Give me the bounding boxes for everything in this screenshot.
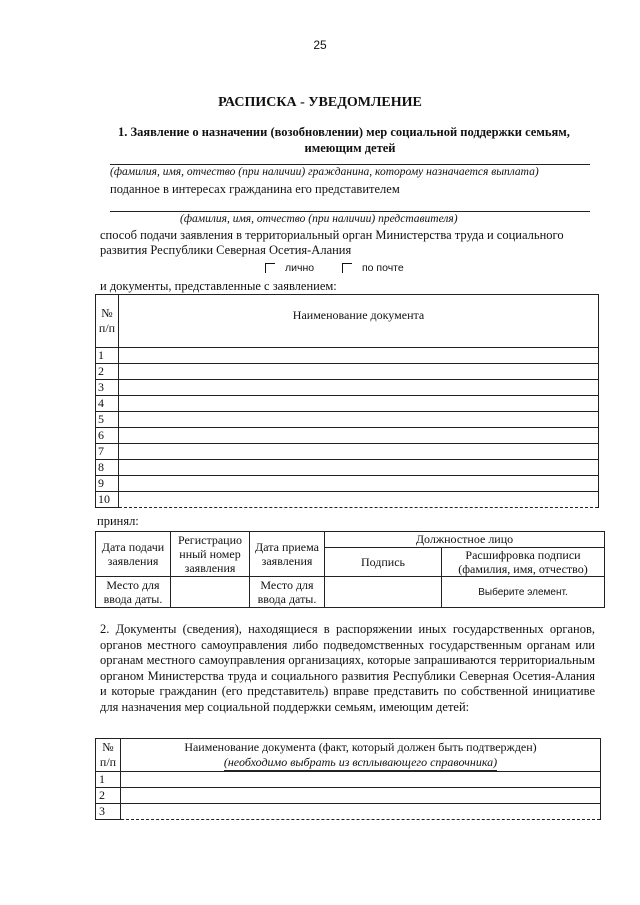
signature-field[interactable] (325, 577, 442, 608)
date-submission-field[interactable]: Место для ввода даты. (96, 577, 171, 608)
header-official: Должностное лицо (325, 532, 605, 548)
reg-number-field[interactable] (171, 577, 250, 608)
method-text (100, 228, 564, 258)
section1-heading (100, 124, 600, 156)
header-date-accept: Дата приема заявления (250, 532, 325, 577)
option-mail-label: по почте (361, 262, 404, 274)
documents-table-header (96, 295, 599, 348)
header-signature-decode: Расшифровка подписи (фамилия, имя, отчество) (442, 548, 605, 577)
table-row[interactable]: 1 (96, 348, 599, 364)
section2-paragraph: 2. Документы (сведения), находящиеся в распоряжении иных государственных органов, органов местного самоуправления либо подведомственных государственным органам или органам местного самоуправления организациях, которые запрашиваются территориальным органом Министерства труда и социального развития Республики Северная Осетия-Алания и которые гражданин (его представитель) вправе представить по собственной инициативе для назначения мер социальной поддержки семьям, имеющим детей: (100, 622, 595, 714)
table-row[interactable]: 6 (96, 428, 599, 444)
representative-name-field[interactable] (110, 210, 590, 212)
caption-representative-fio: (фамилия, имя, отчество (при наличии) представителя) (180, 213, 458, 225)
section1-heading-line2: имеющим детей (304, 141, 396, 155)
method-line1: способ подачи заявления в территориальный орган Министерства труда и социального (100, 228, 564, 242)
documents-table (95, 294, 599, 508)
table-row[interactable]: 4 (96, 396, 599, 412)
caption-applicant-fio: (фамилия, имя, отчество (при наличии) гражданина, которому назначается выплата) (110, 166, 539, 178)
method-line2: развития Республики Северная Осетия-Алания (100, 243, 352, 257)
page-number: 25 (313, 38, 327, 52)
table-row[interactable]: 7 (96, 444, 599, 460)
table-row[interactable]: 5 (96, 412, 599, 428)
section2-table (95, 738, 601, 820)
table-row[interactable]: 10 (96, 492, 599, 508)
table-row[interactable]: 2 (96, 788, 601, 804)
table-row[interactable]: 3 (96, 804, 601, 820)
applicant-name-field[interactable] (110, 163, 590, 165)
signature-decode-select[interactable]: Выберите элемент. (442, 577, 605, 608)
header-date-submission: Дата подачи заявления (96, 532, 171, 577)
table-row[interactable]: 3 (96, 380, 599, 396)
s2-col-name-header: Наименование документа (факт, который должен быть подтвержден) (необходимо выбрать из всплывающего справочника) (121, 739, 601, 772)
section1-heading-line1: 1. Заявление о назначении (возобновлении) мер социальной поддержки семьям, (118, 125, 570, 139)
line-representative: поданное в интересах гражданина его представителем (110, 182, 400, 196)
col-name-header: Наименование документа (119, 295, 599, 348)
acceptance-table (95, 531, 605, 608)
s2-col-num-header: № п/п (96, 739, 121, 772)
accepted-label: принял: (97, 514, 139, 528)
header-signature: Подпись (325, 548, 442, 577)
mail-checkbox[interactable] (342, 263, 352, 273)
personal-checkbox[interactable] (265, 263, 275, 273)
date-accept-field[interactable]: Место для ввода даты. (250, 577, 325, 608)
table-row[interactable]: 9 (96, 476, 599, 492)
page-title: РАСПИСКА - УВЕДОМЛЕНИЕ (218, 95, 422, 110)
option-personal-label: лично (285, 262, 315, 274)
table-row[interactable]: 8 (96, 460, 599, 476)
header-reg-number: Регистрацио нный номер заявления (171, 532, 250, 577)
table-row[interactable]: 2 (96, 364, 599, 380)
col-num-header: № п/п (96, 295, 119, 348)
submission-method-options (265, 262, 404, 274)
docs-intro: и документы, представленные с заявлением: (100, 279, 337, 293)
table-row[interactable]: 1 (96, 772, 601, 788)
